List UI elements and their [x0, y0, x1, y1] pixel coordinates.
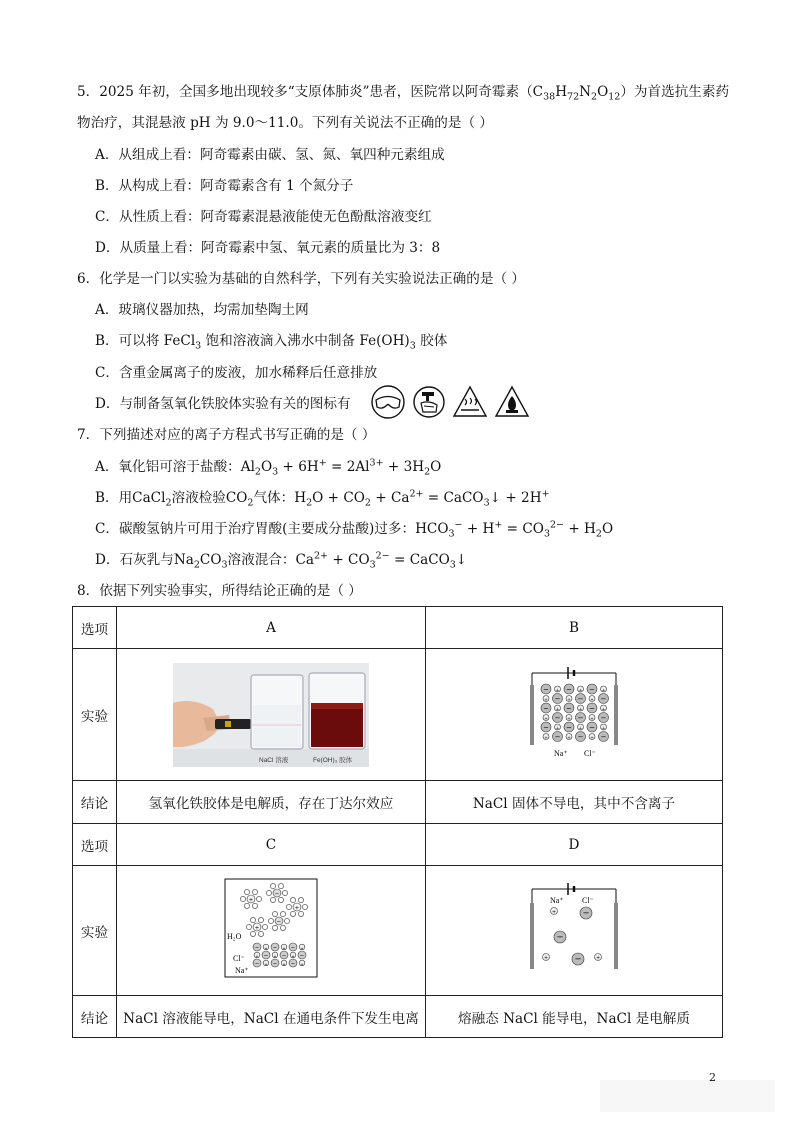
water-molecule	[256, 896, 261, 901]
chloride-ion-sign: −	[543, 723, 549, 731]
chloride-ion-sign: −	[582, 907, 590, 917]
col-header-c: C	[117, 824, 426, 866]
sodium-ion-sign: +	[567, 734, 571, 740]
chloride-ion-sign: −	[574, 953, 582, 963]
water-molecule	[272, 925, 277, 930]
chloride-ion-sign: −	[577, 694, 584, 703]
water-molecule	[280, 911, 285, 916]
label-na-d: Na⁺	[550, 895, 564, 905]
water-molecule	[250, 931, 255, 936]
experiment-c-cell	[117, 866, 426, 996]
row-label-option-2: 选项	[73, 824, 117, 866]
col-header-a: A	[117, 607, 426, 649]
chloride-ion-sign: −	[556, 931, 564, 941]
water-molecule	[280, 925, 285, 930]
experiment-a-cell	[117, 649, 426, 781]
chloride-ion-sign: −	[263, 953, 269, 959]
experiment-b-cell	[426, 649, 723, 781]
photo-label-feoh3: Fe(OH)₃ 胶体	[313, 756, 353, 764]
hydrated-ion-sign: +	[294, 905, 300, 911]
sodium-ion-sign: +	[300, 945, 304, 950]
conclusion-a[interactable]: 氢氧化铁胶体是电解质，存在丁达尔效应	[117, 781, 426, 824]
chloride-ion-sign: −	[272, 961, 278, 967]
chloride-ion-sign: −	[589, 704, 595, 712]
sodium-ion-sign: +	[273, 953, 277, 958]
chloride-ion-sign: −	[566, 685, 572, 693]
tyndall-photo	[173, 663, 369, 767]
sodium-ion-sign: +	[590, 715, 594, 721]
sodium-ion-sign: +	[300, 961, 304, 966]
sodium-ion-sign: +	[544, 734, 548, 740]
nacl-dissolution-diagram	[221, 877, 321, 981]
sodium-ion-sign: +	[590, 696, 594, 702]
chloride-ion-sign: −	[600, 732, 607, 741]
water-molecule	[270, 883, 275, 888]
chloride-ion-sign: −	[566, 704, 572, 712]
chloride-ion-sign: −	[566, 723, 572, 731]
q7-option-c[interactable]: C．碳酸氢钠片可用于治疗胃酸(主要成分盐酸)过多：$HCO_3^- + H^+ = CO_3^{2-} + H_2O$	[95, 519, 614, 540]
chloride-ion-sign: −	[543, 704, 549, 712]
q5-option-b[interactable]: B．从构成上看：阿奇霉素含有 1 个氮分子	[95, 178, 354, 194]
water-molecule	[258, 917, 263, 922]
chloride-ion-sign: −	[577, 732, 584, 741]
water-molecule	[268, 918, 273, 923]
sodium-ion-sign: +	[551, 909, 557, 915]
sodium-ion-sign: +	[590, 734, 594, 740]
col-header-d: D	[426, 824, 723, 866]
row-label-conclusion-2: 结论	[73, 996, 117, 1038]
scan-blot	[600, 1080, 775, 1112]
q8-stem: 8．依据下列实验事实，所得结论正确的是（ ）	[77, 583, 362, 599]
water-molecule	[262, 924, 267, 929]
sodium-ion-sign: +	[601, 725, 606, 730]
water-molecule	[240, 896, 245, 901]
row-label-conclusion: 结论	[73, 781, 117, 824]
water-molecule	[258, 931, 263, 936]
water-molecule	[302, 904, 307, 909]
water-molecule	[278, 883, 283, 888]
chloride-ion-sign: −	[290, 945, 296, 951]
chloride-ion-sign: −	[543, 685, 549, 693]
water-molecule	[266, 890, 271, 895]
sodium-ion-sign: +	[543, 955, 549, 961]
hot-surface-icon	[452, 385, 488, 419]
q6-option-a[interactable]: A．玻璃仪器加热，均需加垫陶土网	[95, 302, 309, 318]
sodium-ion-sign: +	[555, 725, 560, 730]
conclusion-c[interactable]: NaCl 溶液能导电，NaCl 在通电条件下发生电离	[117, 996, 426, 1038]
sodium-ion-sign: +	[578, 687, 583, 692]
sodium-ion-sign: +	[567, 696, 571, 702]
safety-icons	[370, 385, 530, 419]
q7-option-d[interactable]: D．石灰乳与$Na_2CO_3$溶液混合：$Ca^{2+} + CO_3^{2-}$ = CaCO$_3$↓	[95, 550, 468, 571]
q6-stem: 6．化学是一门以实验为基础的自然科学，下列有关实验说法正确的是（ ）	[77, 271, 525, 287]
row-label-experiment: 实验	[73, 649, 117, 781]
label-h2o: H₂O	[227, 931, 242, 941]
chloride-ion-sign: −	[554, 732, 561, 741]
water-molecule	[282, 890, 287, 895]
molten-nacl-diagram	[524, 877, 624, 981]
flame-icon	[494, 385, 530, 419]
label-na: Na⁺	[554, 748, 568, 758]
water-molecule	[284, 918, 289, 923]
sodium-ion-sign: +	[282, 945, 286, 950]
sodium-ion-sign: +	[544, 696, 548, 702]
experiment-d-cell	[426, 866, 723, 996]
sodium-ion-sign: +	[601, 687, 606, 692]
water-molecule	[252, 889, 257, 894]
q8-table	[72, 606, 723, 1038]
water-molecule	[298, 897, 303, 902]
q7-stem: 7．下列描述对应的离子方程式书写正确的是（ ）	[77, 427, 376, 443]
chloride-ion-sign: −	[290, 961, 296, 967]
chloride-ion-sign: −	[299, 953, 305, 959]
water-molecule	[246, 924, 251, 929]
q5-option-a[interactable]: A．从组成上看：阿奇霉素由碳、氢、氮、氧四种元素组成	[95, 147, 445, 163]
water-molecule	[244, 889, 249, 894]
sodium-ion-sign: +	[264, 945, 268, 950]
water-molecule	[286, 904, 291, 909]
q6-option-b[interactable]: B．可以将 FeCl$_3$ 饱和溶液滴入沸水中制备 $Fe(OH)_3$ 胶体	[95, 333, 448, 352]
sodium-ion-sign: +	[255, 953, 259, 958]
conclusion-d[interactable]: 熔融态 NaCl 能导电，NaCl 是电解质	[426, 996, 723, 1038]
chloride-ion-sign: −	[600, 713, 607, 722]
page-number: 2	[709, 1071, 716, 1084]
q6-option-c[interactable]: C．含重金属离子的废液，加水稀释后任意排放	[95, 365, 378, 381]
goggles-icon	[370, 385, 406, 419]
q7-option-a[interactable]: A．氧化铝可溶于盐酸：$Al_2O_3 + 6H^+ = 2Al^{3+} + 3H_2O$	[95, 457, 442, 478]
sodium-ion-sign: +	[282, 961, 286, 966]
q5-option-c[interactable]: C．从性质上看：阿奇霉素混悬液能使无色酚酞溶液变红	[95, 209, 432, 225]
sodium-ion-sign: +	[578, 725, 583, 730]
q5-line2: 物治疗，其混悬液 pH 为 9.0～11.0。下列有关说法不正确的是（ ）	[77, 115, 493, 131]
photo-label-nacl: NaCl 溶液	[259, 756, 289, 764]
label-cl: Cl⁻	[584, 748, 596, 758]
water-molecule	[270, 897, 275, 902]
water-molecule	[298, 911, 303, 916]
chloride-ion-sign: −	[589, 723, 595, 731]
label-cl-c: Cl⁻	[233, 953, 245, 963]
water-molecule	[290, 897, 295, 902]
sodium-ion-sign: +	[595, 955, 601, 961]
water-molecule	[278, 897, 283, 902]
chloride-ion-sign: −	[600, 694, 607, 703]
chloride-ion-sign: −	[554, 713, 561, 722]
chloride-ion-sign: −	[554, 694, 561, 703]
q5-option-d[interactable]: D．从质量上看：阿奇霉素中氢、氧元素的质量比为 3：8	[95, 240, 441, 256]
hydrated-ion-sign: −	[276, 919, 282, 925]
sodium-ion-sign: +	[291, 953, 295, 958]
water-molecule	[250, 917, 255, 922]
row-label-experiment-2: 实验	[73, 866, 117, 996]
chloride-ion-sign: −	[577, 713, 584, 722]
q7-option-b[interactable]: B．用CaCl$_2$溶液检验$CO_2$气体：$H_2O + CO_2 + Ca^{2+}$ = CaCO$_3$↓ + 2H+	[95, 488, 550, 509]
col-header-b: B	[426, 607, 723, 649]
hydrated-ion-sign: −	[274, 891, 280, 897]
hydrated-ion-sign: +	[254, 925, 260, 931]
sodium-ion-sign: +	[601, 706, 606, 711]
hand-wash-icon	[412, 385, 446, 419]
label-na-c: Na⁺	[235, 965, 249, 975]
chloride-ion-sign: −	[281, 953, 287, 959]
sodium-ion-sign: +	[578, 706, 583, 711]
row-label-option: 选项	[73, 607, 117, 649]
water-molecule	[290, 911, 295, 916]
sodium-ion-sign: +	[544, 715, 548, 721]
sodium-ion-sign: +	[567, 715, 571, 721]
chloride-ion-sign: −	[589, 685, 595, 693]
label-cl-d: Cl⁻	[582, 895, 594, 905]
solid-nacl-diagram	[524, 661, 624, 765]
water-molecule	[252, 903, 257, 908]
water-molecule	[272, 911, 277, 916]
sodium-ion-sign: +	[555, 687, 560, 692]
q6-option-d[interactable]: D．与制备氢氧化铁胶体实验有关的图标有	[95, 396, 351, 412]
sodium-ion-sign: +	[555, 706, 560, 711]
q5-line1: 5．2025 年初，全国多地出现较多“支原体肺炎”患者，医院常以阿奇霉素$(C_{38}H_{72}N_2O_{12})$为首选抗生素药	[77, 84, 730, 103]
conclusion-b[interactable]: NaCl 固体不导电，其中不含离子	[426, 781, 723, 824]
chloride-ion-sign: −	[254, 945, 260, 951]
sodium-ion-sign: +	[264, 961, 268, 966]
chloride-ion-sign: −	[272, 945, 278, 951]
chloride-ion-sign: −	[254, 961, 260, 967]
hydrated-ion-sign: +	[248, 897, 254, 903]
water-molecule	[244, 903, 249, 908]
